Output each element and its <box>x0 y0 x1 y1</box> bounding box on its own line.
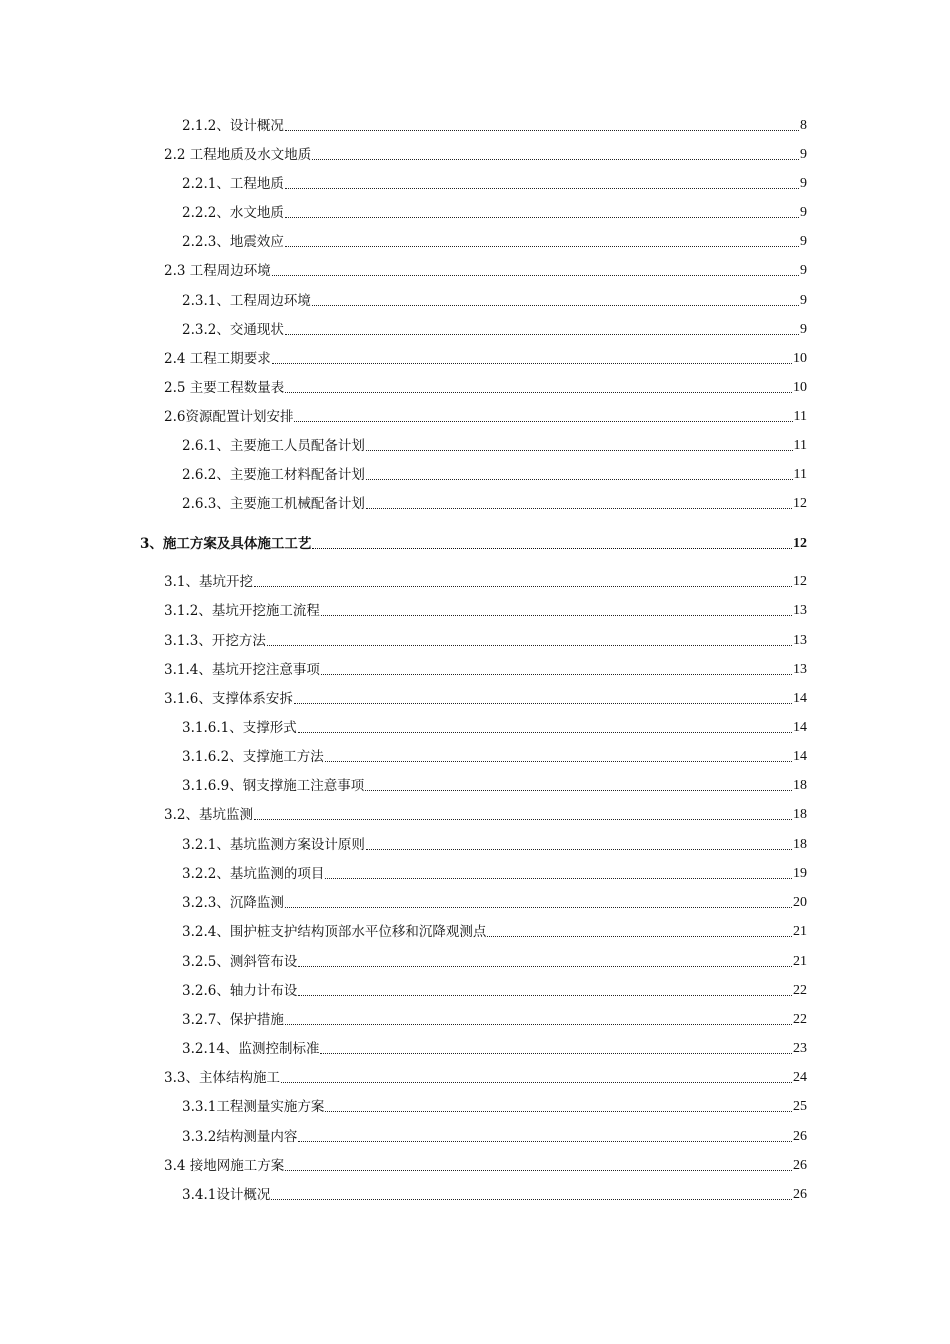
dot-leader <box>267 645 792 646</box>
toc-entry-page: 18 <box>793 778 807 793</box>
toc-entry-page: 12 <box>793 574 807 589</box>
dot-leader <box>325 878 792 879</box>
toc-entry-page: 21 <box>793 954 807 969</box>
toc-entry-page: 11 <box>793 438 807 453</box>
toc-entry-title: 3.1.6、支撑体系安拆 <box>164 691 293 707</box>
toc-entry-title: 3.1.4、基坑开挖注意事项 <box>164 662 320 678</box>
toc-entry-title: 3.2.5、测斜管布设 <box>182 954 298 970</box>
dot-leader <box>487 936 792 937</box>
toc-entry-title: 2.2 工程地质及水文地质 <box>164 147 312 163</box>
toc-entry[interactable] <box>164 805 807 825</box>
toc-entry[interactable] <box>164 261 807 281</box>
toc-entry-title: 3.2.6、轴力计布设 <box>182 983 298 999</box>
toc-entry-title: 3.3、主体结构施工 <box>164 1070 280 1086</box>
toc-entry-page: 26 <box>793 1187 807 1202</box>
toc-entry-page: 12 <box>793 496 807 511</box>
toc-entry-title: 2.6.1、主要施工人员配备计划 <box>182 438 365 454</box>
toc-entry-title: 2.2.2、水文地质 <box>182 205 284 221</box>
toc-entry[interactable] <box>182 1127 807 1147</box>
toc-entry[interactable] <box>182 922 807 942</box>
toc-entry[interactable] <box>164 1068 807 1088</box>
toc-entry-title: 2.3 工程周边环境 <box>164 263 271 279</box>
dot-leader <box>285 130 799 131</box>
toc-entry-title: 3.3.2结构测量内容 <box>182 1129 298 1145</box>
dot-leader <box>285 188 799 189</box>
toc-entry-page: 25 <box>793 1099 807 1114</box>
toc-entry-page: 22 <box>793 1012 807 1027</box>
toc-entry-title: 3.1.6.9、钢支撑施工注意事项 <box>182 778 365 794</box>
dot-leader <box>254 586 792 587</box>
toc-entry-title: 2.6.2、主要施工材料配备计划 <box>182 467 365 483</box>
toc-entry-page: 13 <box>793 603 807 618</box>
toc-entry-title: 2.3.1、工程周边环境 <box>182 293 311 309</box>
toc-entry[interactable] <box>182 747 807 767</box>
dot-leader <box>298 995 792 996</box>
toc-entry-page: 8 <box>800 118 807 133</box>
toc-entry-page: 13 <box>793 662 807 677</box>
toc-entry-title: 3.1.6.2、支撑施工方法 <box>182 749 324 765</box>
dot-leader <box>312 305 799 306</box>
dot-leader <box>285 1170 792 1171</box>
dot-leader <box>285 907 792 908</box>
toc-entry-title: 3.4 接地网施工方案 <box>164 1158 285 1174</box>
dot-leader <box>285 246 799 247</box>
toc-entry[interactable] <box>182 291 807 311</box>
toc-entry-title: 2.4 工程工期要求 <box>164 351 271 367</box>
dot-leader <box>285 217 799 218</box>
toc-entry-title: 2.6.3、主要施工机械配备计划 <box>182 496 365 512</box>
toc-entry[interactable] <box>164 572 807 592</box>
toc-entry-page: 20 <box>793 895 807 910</box>
toc-entry[interactable] <box>164 145 807 165</box>
toc-entry[interactable] <box>182 776 807 796</box>
toc-entry-page: 14 <box>793 691 807 706</box>
dot-leader <box>312 548 792 549</box>
toc-entry-title: 2.5 主要工程数量表 <box>164 380 285 396</box>
toc-entry[interactable] <box>164 1156 807 1176</box>
toc-entry[interactable] <box>182 320 807 340</box>
toc-entry[interactable] <box>164 689 807 709</box>
toc-entry-title: 3.4.1设计概况 <box>182 1187 271 1203</box>
dot-leader <box>294 703 792 704</box>
toc-entry[interactable] <box>182 835 807 855</box>
toc-entry[interactable] <box>182 981 807 1001</box>
toc-entry-page: 9 <box>800 234 807 249</box>
toc-entry-page: 19 <box>793 866 807 881</box>
dot-leader <box>272 363 792 364</box>
dot-leader <box>366 508 792 509</box>
dot-leader <box>298 1141 792 1142</box>
toc-entry-title: 3.1、基坑开挖 <box>164 574 253 590</box>
toc-entry-page: 9 <box>800 293 807 308</box>
toc-entry-page: 9 <box>800 176 807 191</box>
toc-entry-title: 2.3.2、交通现状 <box>182 322 284 338</box>
dot-leader <box>366 479 793 480</box>
toc-entry-page: 10 <box>793 380 807 395</box>
toc-entry[interactable] <box>164 349 807 369</box>
dot-leader <box>272 275 799 276</box>
dot-leader <box>254 819 792 820</box>
toc-entry[interactable] <box>164 601 807 621</box>
toc-entry-title: 3.1.2、基坑开挖施工流程 <box>164 603 320 619</box>
toc-entry-title: 3.2.7、保护措施 <box>182 1012 284 1028</box>
toc-entry-title: 2.2.3、地震效应 <box>182 234 284 250</box>
toc-entry-title: 3.2.14、监测控制标准 <box>182 1041 320 1057</box>
toc-entry[interactable] <box>182 893 807 913</box>
dot-leader <box>320 1053 792 1054</box>
toc-entry[interactable] <box>182 494 807 514</box>
toc-entry-page: 9 <box>800 322 807 337</box>
dot-leader <box>321 615 792 616</box>
dot-leader <box>285 392 792 393</box>
toc-entry-title: 2.1.2、设计概况 <box>182 118 284 134</box>
toc-entry-page: 24 <box>793 1070 807 1085</box>
toc-entry-title: 2.2.1、工程地质 <box>182 176 284 192</box>
toc-entry-page: 14 <box>793 720 807 735</box>
toc-entry-title: 3.2.3、沉降监测 <box>182 895 284 911</box>
toc-entry-page: 18 <box>793 807 807 822</box>
dot-leader <box>366 849 792 850</box>
toc-entry-title: 3.2.2、基坑监测的项目 <box>182 866 325 882</box>
dot-leader <box>366 450 793 451</box>
toc-entry-page: 13 <box>793 633 807 648</box>
toc-entry-page: 23 <box>793 1041 807 1056</box>
toc-entry-page: 26 <box>793 1129 807 1144</box>
toc-entry[interactable] <box>182 718 807 738</box>
toc-entry[interactable] <box>182 436 807 456</box>
dot-leader <box>271 1199 792 1200</box>
toc-entry-title: 3.2.4、围护桩支护结构顶部水平位移和沉降观测点 <box>182 924 487 940</box>
toc-entry-page: 18 <box>793 837 807 852</box>
toc-entry[interactable] <box>182 1097 807 1117</box>
toc-entry-title: 3.1.3、开挖方法 <box>164 633 266 649</box>
toc-entry-page: 10 <box>793 351 807 366</box>
toc-entry[interactable] <box>182 1039 807 1059</box>
toc-entry-page: 26 <box>793 1158 807 1173</box>
toc-entry-title: 3.1.6.1、支撑形式 <box>182 720 297 736</box>
toc-entry-title: 3.2.1、基坑监测方案设计原则 <box>182 837 365 853</box>
toc-entry[interactable] <box>182 203 807 223</box>
toc-entry[interactable] <box>182 116 807 136</box>
dot-leader <box>325 761 792 762</box>
dot-leader <box>281 1082 792 1083</box>
toc-entry[interactable] <box>182 1010 807 1030</box>
toc-entry[interactable] <box>164 631 807 651</box>
toc-entry[interactable] <box>164 660 807 680</box>
dot-leader <box>285 334 799 335</box>
toc-entry[interactable] <box>182 465 807 485</box>
toc-entry-page: 21 <box>793 924 807 939</box>
toc-entry-page: 14 <box>793 749 807 764</box>
toc-entry[interactable] <box>182 174 807 194</box>
toc-entry-page: 9 <box>800 205 807 220</box>
toc-entry[interactable] <box>164 378 807 398</box>
dot-leader <box>312 159 799 160</box>
dot-leader <box>298 966 792 967</box>
toc-entry-page: 9 <box>800 147 807 162</box>
toc-entry-title: 3、施工方案及具体施工工艺 <box>140 536 312 552</box>
toc-chapter-entry[interactable] <box>140 534 807 554</box>
dot-leader <box>285 1024 792 1025</box>
toc-entry-title: 2.6资源配置计划安排 <box>164 409 294 425</box>
toc-entry-title: 3.3.1工程测量实施方案 <box>182 1099 325 1115</box>
toc-entry-title: 3.2、基坑监测 <box>164 807 253 823</box>
dot-leader <box>294 421 792 422</box>
toc-entry-page: 11 <box>793 467 807 482</box>
dot-leader <box>298 732 792 733</box>
dot-leader <box>321 674 792 675</box>
toc-entry[interactable] <box>182 1185 807 1205</box>
toc-entry-page: 11 <box>793 409 807 424</box>
toc-entry[interactable] <box>182 232 807 252</box>
toc-entry-page: 12 <box>793 536 807 551</box>
dot-leader <box>365 790 792 791</box>
toc-entry[interactable] <box>182 864 807 884</box>
toc-entry-page: 22 <box>793 983 807 998</box>
dot-leader <box>325 1111 792 1112</box>
toc-entry[interactable] <box>182 952 807 972</box>
toc-entry[interactable] <box>164 407 807 427</box>
toc-entry-page: 9 <box>800 263 807 278</box>
